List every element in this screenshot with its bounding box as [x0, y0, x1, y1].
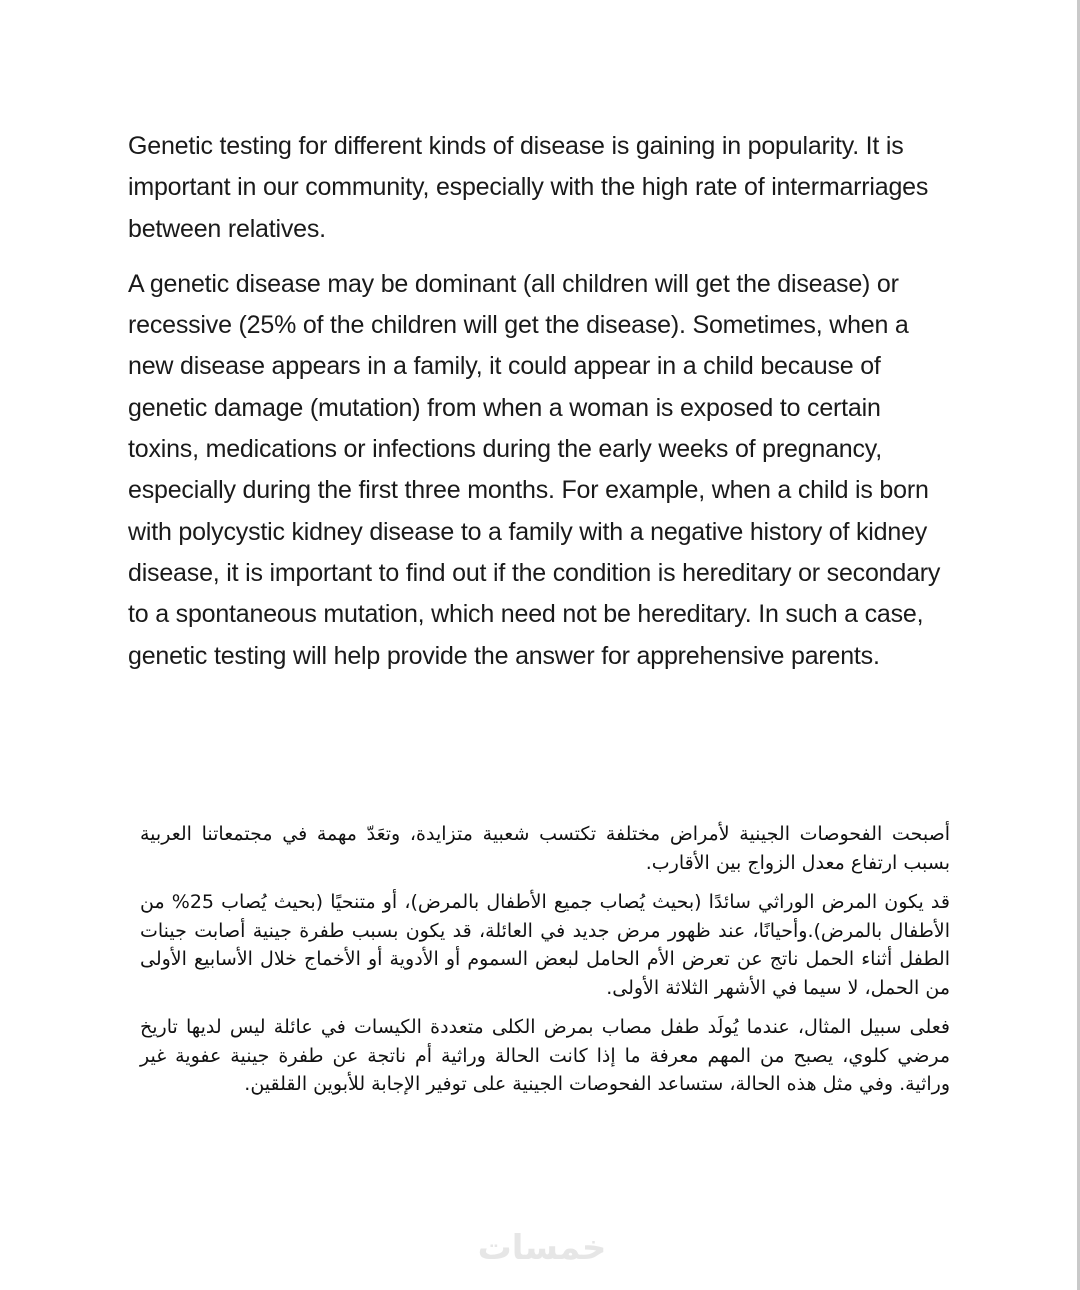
arabic-text-block [140, 820, 950, 1110]
arabic-paragraph-intro: أصبحت الفحوصات الجينية لأمراض مختلفة تكتسب شعبية متزايدة، وتعَدّ مهمة في مجتمعاتنا العربية بسبب ارتفاع معدل الزواج بين الأقارب. [140, 823, 950, 874]
watermark-logo: خمسات [477, 1228, 607, 1268]
arabic-paragraph-inheritance: قد يكون المرض الوراثي سائدًا (بحيث يُصاب جميع الأطفال بالمرض)، أو متنحيًا (بحيث يُصاب 25% من الأطفال بالمرض).وأحيانًا، عند ظهور مرض جديد في العائلة، قد يكون بسبب طفرة جينية أصابت جينات الطفل أثناء الحمل ناتج عن تعرض الأم الحامل لبعض السموم أو الأدوية أو الأخماج خلال الأسابيع الأولى من الحمل، لا سيما في الأشهر الثلاثة الأولى. [140, 891, 950, 999]
english-paragraph-details: A genetic disease may be dominant (all children will get the disease) or recessive (25% of the children will get the disease). Sometimes, when a new disease appears in a family, it could appear in a child because of genetic damage (mutation) from when a woman is exposed to certain toxins, medications or infections during the early weeks of pregnancy, especially during the first three months. For example, when a child is born with polycystic kidney disease to a family with a negative history of kidney disease, it is important to find out if the condition is hereditary or secondary to a spontaneous mutation, which need not be hereditary. In such a case, genetic testing will help provide the answer for apprehensive parents. [128, 269, 941, 670]
english-text-block [128, 126, 958, 691]
arabic-paragraph-example: فعلى سبيل المثال، عندما يُولَد طفل مصاب بمرض الكلى متعددة الكيسات في عائلة ليس لديها تاريخ مرضي كلوي، يصبح من المهم معرفة ما إذا كانت الحالة وراثية أم ناتجة عن طفرة جينية عفوية غير وراثية. وفي مثل هذه الحالة، ستساعد الفحوصات الجينية على توفير الإجابة للأبوين القلقين. [140, 1016, 950, 1095]
english-paragraph-intro: Genetic testing for different kinds of disease is gaining in popularity. It is important in our community, especially with the high rate of intermarriages between relatives. [128, 132, 929, 243]
